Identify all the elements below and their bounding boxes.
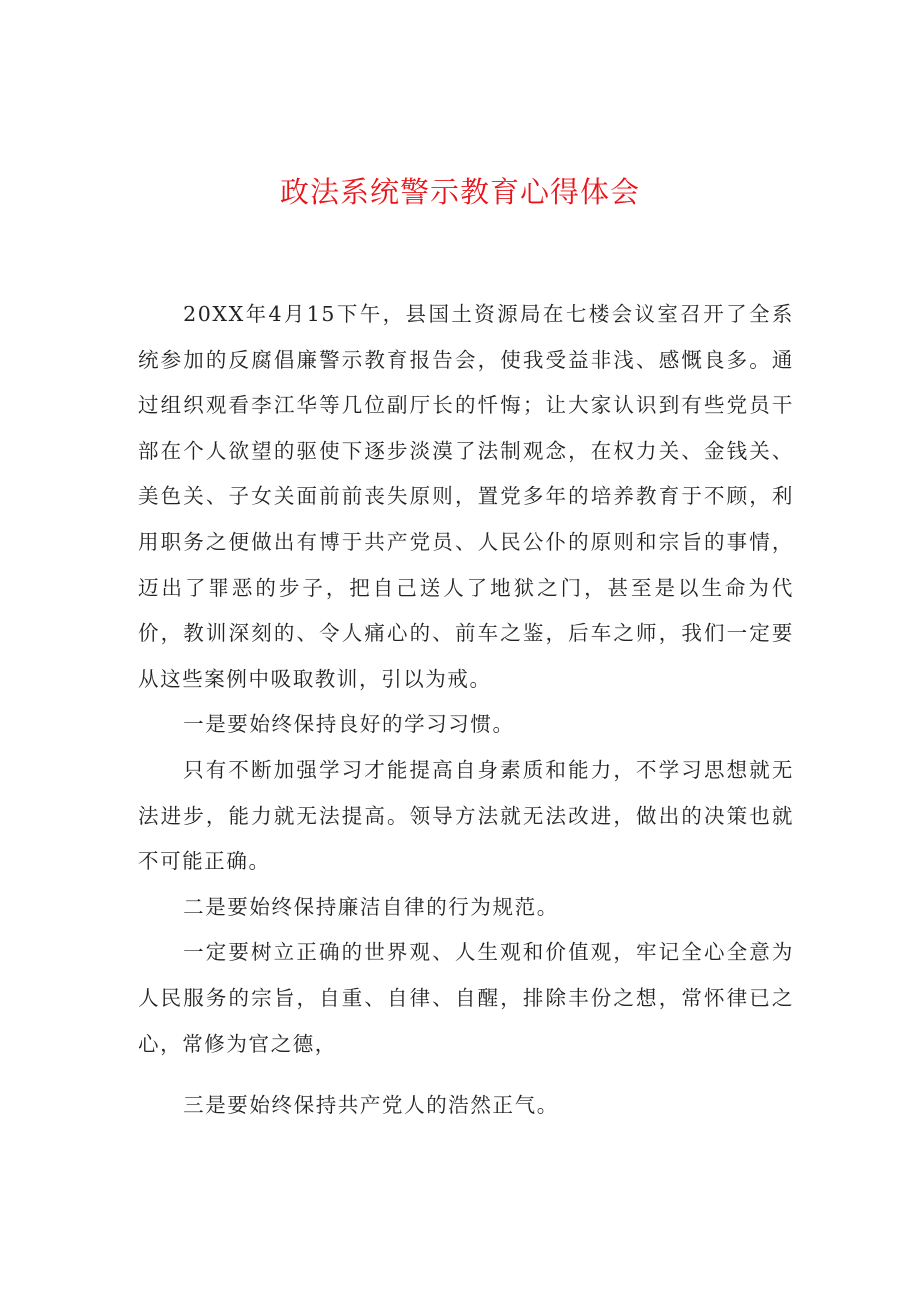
paragraph-point-two-detail: 一定要树立正确的世界观、人生观和价值观，牢记全心全意为人民服务的宗旨，自重、自律、自醒，排除丰份之想，常怀律已之心，常修为官之德， bbox=[138, 940, 794, 1056]
document-title: 政法系统警示教育心得体会 bbox=[279, 175, 640, 209]
document-body bbox=[138, 292, 794, 1129]
paragraph-intro: 20XX年4月15下午，县国土资源局在七楼会议室召开了全系统参加的反腐倡廉警示教育报告会，使我受益非浅、感慨良多。通过组织观看李江华等几位副厅长的忏悔；让大家认识到有些党员干部在个人欲望的驱使下逐步淡漠了法制观念，在权力关、金钱关、美色关、子女关面前前丧失原则，置党多年的培养教育于不顾，利用职务之便做出有博于共产党员、人民公仆的原则和宗旨的事情，迈出了罪恶的步子，把自己送人了地狱之门，甚至是以生命为代价，教训深刻的、令人痛心的、前车之鉴，后车之师，我们一定要从这些案例中吸取教训，引以为戒。 bbox=[138, 302, 794, 691]
paragraph-point-one: 一是要始终保持良好的学习习惯。 bbox=[183, 712, 515, 737]
paragraph-point-one-detail: 只有不断加强学习才能提高自身素质和能力，不学习思想就无法进步，能力就无法提高。领导方法就无法改进，做出的决策也就不可能正确。 bbox=[138, 757, 794, 874]
paragraph-point-two: 二是要始终保持廉洁自律的行为规范。 bbox=[183, 894, 559, 919]
paragraph-point-three: 三是要始终保持共产党人的浩然正气。 bbox=[183, 1093, 559, 1118]
